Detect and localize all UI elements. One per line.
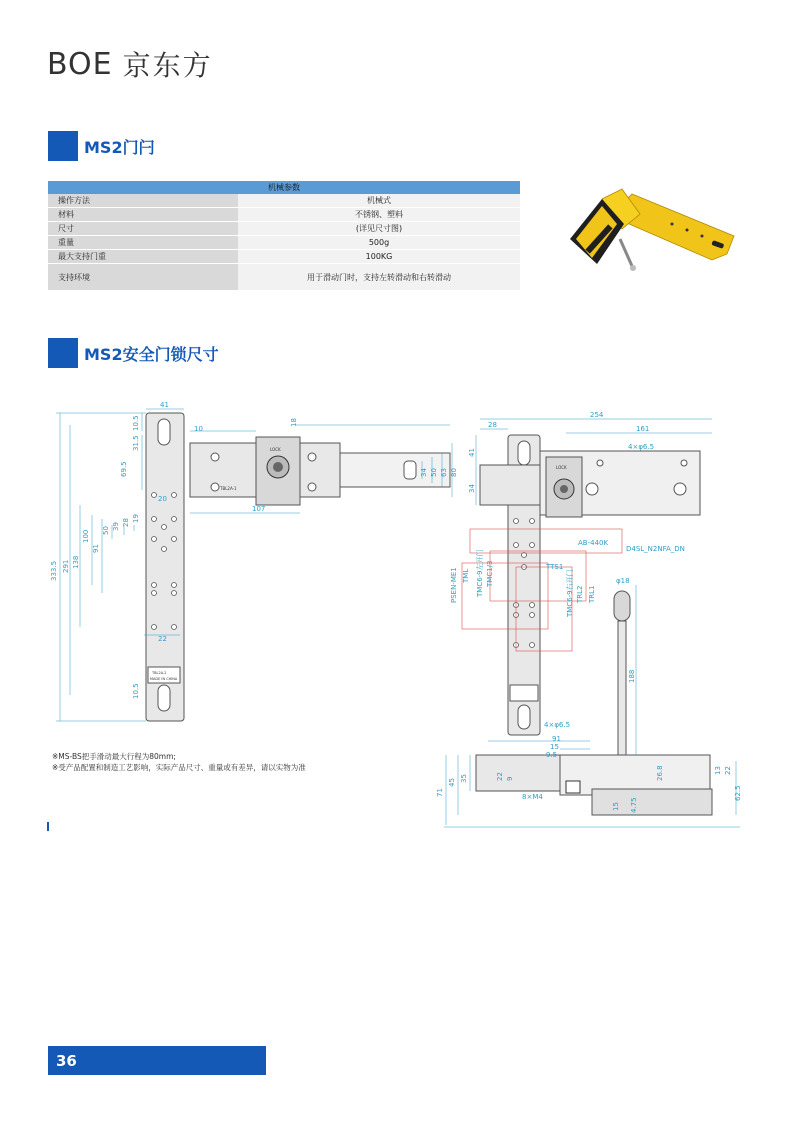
dim: 91 bbox=[552, 735, 561, 743]
dim: 4×φ6.5 bbox=[628, 443, 655, 451]
dim: 62.5 bbox=[734, 785, 742, 801]
footnote: ※受产品配置和制造工艺影响，实际产品尺寸、重量或有差异，请以实物为准 bbox=[52, 763, 306, 772]
dim: 13 bbox=[714, 766, 722, 775]
dim: 34 bbox=[468, 484, 476, 493]
dim: 10.5 bbox=[132, 415, 140, 431]
label-d4sl: D4SL_N2NFA_DN bbox=[626, 545, 685, 553]
dim: φ18 bbox=[616, 577, 630, 585]
dim: 9 bbox=[506, 776, 514, 781]
param-key: 尺寸 bbox=[48, 222, 238, 236]
dim: 188 bbox=[628, 669, 636, 683]
footnotes bbox=[52, 751, 306, 773]
dim: 15 bbox=[550, 743, 559, 751]
param-key: 重量 bbox=[48, 236, 238, 250]
dim: 41 bbox=[160, 401, 169, 409]
label-made-in-china: MADE IN CHINA bbox=[150, 677, 178, 681]
label-tbl2a1: TBL2A-1 bbox=[220, 486, 237, 491]
label-trl1: TRL1 bbox=[588, 585, 596, 603]
dim: 69.5 bbox=[120, 461, 128, 477]
section-header-door-latch bbox=[48, 131, 155, 161]
logo-chinese: 京东方 bbox=[122, 49, 213, 82]
dim: 8×M4 bbox=[522, 793, 543, 801]
page-number-bar bbox=[48, 1046, 266, 1075]
dim: 80 bbox=[450, 468, 458, 477]
dim: 333.5 bbox=[50, 560, 58, 581]
param-key: 材料 bbox=[48, 208, 238, 222]
dim: 161 bbox=[636, 425, 650, 433]
label-tmc13: TMC1/3 bbox=[486, 560, 494, 587]
dim: 15 bbox=[612, 802, 620, 811]
dim: 100 bbox=[82, 529, 90, 543]
label-tbl2a2: TBL2A-2 bbox=[152, 671, 167, 675]
param-value: 机械式 bbox=[238, 194, 520, 208]
footnote: ※MS-BS把手滑动最大行程为80mm; bbox=[52, 752, 176, 761]
section-marker bbox=[48, 338, 78, 368]
dim: 34 bbox=[420, 468, 428, 477]
dim: 28 bbox=[488, 421, 497, 429]
brand-logo bbox=[47, 44, 213, 84]
label-psen-me1: PSEN-ME1 bbox=[450, 567, 458, 603]
param-value: 500g bbox=[238, 236, 520, 250]
param-value: 用于滑动门时，支持左转滑动和右转滑动 bbox=[238, 264, 520, 291]
section-title: MS2安全门锁尺寸 bbox=[84, 344, 219, 364]
param-key: 最大支持门重 bbox=[48, 250, 238, 264]
logo-latin: BOE bbox=[47, 46, 113, 82]
table-row bbox=[48, 208, 520, 222]
dim: 10 bbox=[194, 425, 203, 433]
dim: 71 bbox=[436, 788, 444, 797]
dim: 41 bbox=[468, 448, 476, 457]
label-lock: LOCK bbox=[556, 465, 567, 470]
dim: 107 bbox=[252, 505, 266, 513]
dim: 28 bbox=[122, 518, 130, 527]
dim: 50 bbox=[430, 468, 438, 477]
dim: 22 bbox=[158, 635, 167, 643]
dim: 4.75 bbox=[630, 797, 638, 813]
section-marker bbox=[48, 131, 78, 161]
dim: 20 bbox=[158, 495, 167, 503]
page-number: 36 bbox=[56, 1052, 77, 1070]
param-value: 不锈钢、塑料 bbox=[238, 208, 520, 222]
dim: 22 bbox=[496, 772, 504, 781]
dim: 39 bbox=[112, 522, 120, 531]
dim: 35 bbox=[460, 774, 468, 783]
dim: 50 bbox=[102, 526, 110, 535]
dim: 4×φ6.5 bbox=[544, 721, 571, 729]
dim: 91 bbox=[92, 544, 100, 553]
dim: 9.5 bbox=[546, 751, 558, 759]
param-key: 支持环境 bbox=[48, 264, 238, 291]
label-tmc69-right: TMC6-9右开门 bbox=[566, 569, 574, 617]
dim: 254 bbox=[590, 411, 604, 419]
dim: 45 bbox=[448, 778, 456, 787]
label-tmc69-left: TMC6-9左开门 bbox=[476, 549, 484, 597]
margin-marker bbox=[47, 822, 49, 831]
section-header-safety-lock-dimensions bbox=[48, 338, 219, 368]
mechanical-parameters-table bbox=[48, 181, 520, 291]
label-trl2: TRL2 bbox=[576, 585, 584, 603]
label-lock: LOCK bbox=[270, 447, 281, 452]
param-value: (详见尺寸图) bbox=[238, 222, 520, 236]
param-key: 操作方法 bbox=[48, 194, 238, 208]
dim: 31.5 bbox=[132, 435, 140, 451]
param-value: 100KG bbox=[238, 250, 520, 264]
dim: 26.8 bbox=[656, 765, 664, 781]
table-row bbox=[48, 194, 520, 208]
table-row bbox=[48, 236, 520, 250]
label-tts1: TTS1 bbox=[546, 563, 564, 571]
table-row bbox=[48, 264, 520, 291]
dim: 63 bbox=[440, 468, 448, 477]
dim: 291 bbox=[62, 559, 70, 573]
product-photo bbox=[562, 184, 737, 279]
table-header: 机械参数 bbox=[48, 181, 520, 194]
dim: 18 bbox=[290, 418, 298, 427]
dim: 138 bbox=[72, 555, 80, 569]
dim: 22 bbox=[724, 766, 732, 775]
label-tml: TML bbox=[462, 568, 470, 583]
label-ab440k: AB-440K bbox=[578, 539, 609, 547]
section-title: MS2门闩 bbox=[84, 137, 155, 157]
table-row bbox=[48, 250, 520, 264]
dim: 10.5 bbox=[132, 683, 140, 699]
dim: 19 bbox=[132, 514, 140, 523]
table-row bbox=[48, 222, 520, 236]
